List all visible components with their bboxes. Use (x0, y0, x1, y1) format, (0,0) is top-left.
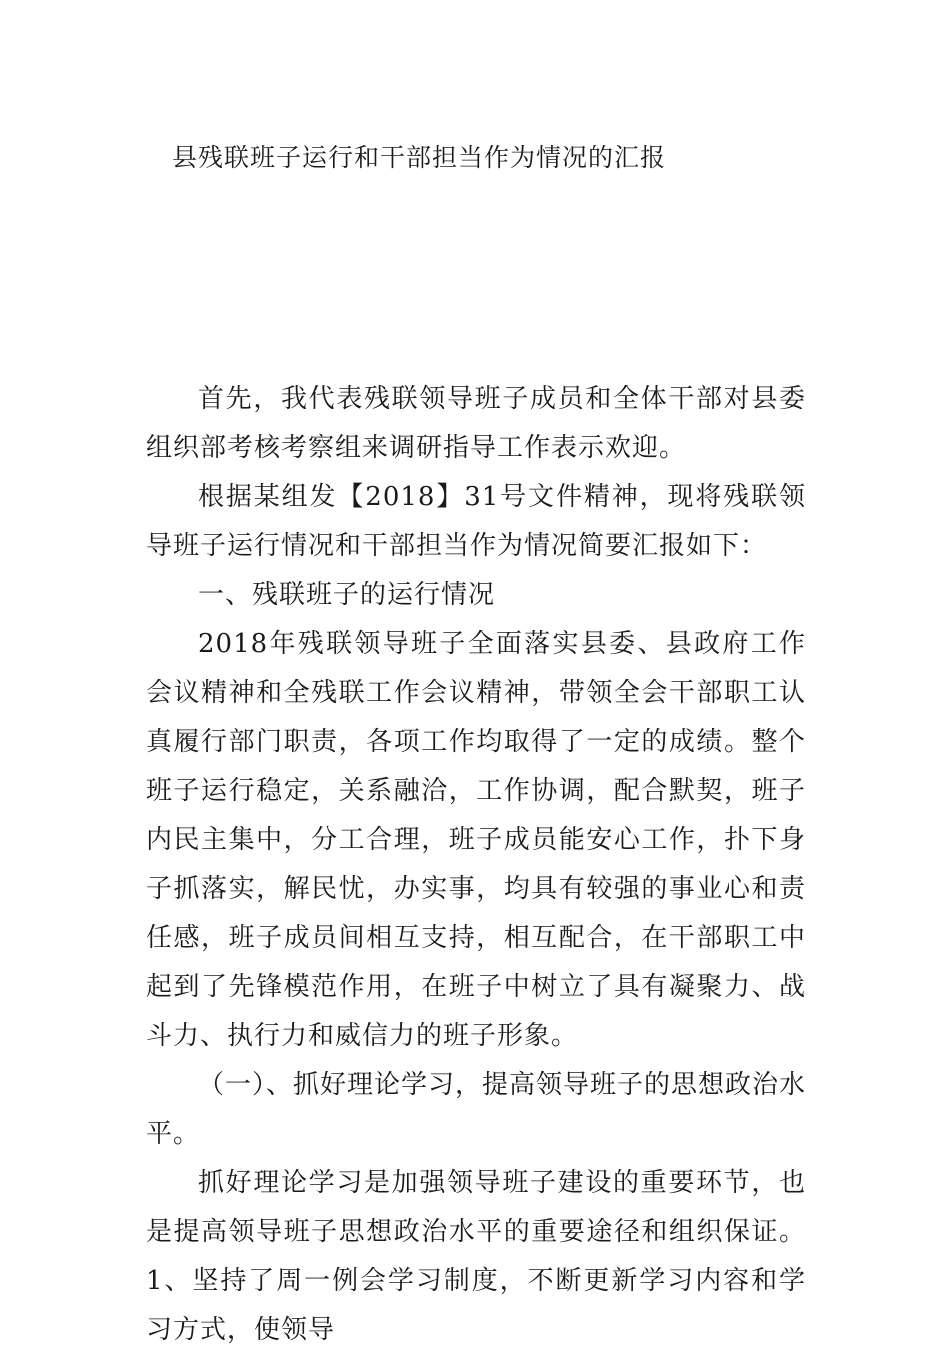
paragraph-basis: 根据某组发【2018】31号文件精神，现将残联领导班子运行情况和干部担当作为情况简要汇报如下： (146, 482, 806, 561)
subsection-heading-1: （一）、抓好理论学习，提高领导班子的思想政治水平。 (146, 1070, 807, 1149)
document-title: 县残联班子运行和干部担当作为情况的汇报 (172, 143, 667, 172)
paragraph-theory-study: 抓好理论学习是加强领导班子建设的重要环节，也是提高领导班子思想政治水平的重要途径和组织保证。1、坚持了周一例会学习制度，不断更新学习内容和学习方式，使领导 (146, 1168, 806, 1345)
document-body (146, 375, 806, 1355)
paragraph-welcome: 首先，我代表残联领导班子成员和全体干部对县委组织部考核考察组来调研指导工作表示欢迎。 (146, 384, 806, 463)
section-heading-1: 一、残联班子的运行情况 (198, 580, 496, 610)
paragraph-overview: 2018年残联领导班子全面落实县委、县政府工作会议精神和全残联工作会议精神，带领全会干部职工认真履行部门职责，各项工作均取得了一定的成绩。整个班子运行稳定，关系融洽，工作协调，配合默契，班子内民主集中，分工合理，班子成员能安心工作，扑下身子抓落实，解民忧，办实事，均具有较强的事业心和责任感，班子成员间相互支持，相互配合，在干部职工中起到了先锋模范作用，在班子中树立了具有凝聚力、战斗力、执行力和威信力的班子形象。 (146, 629, 806, 1051)
